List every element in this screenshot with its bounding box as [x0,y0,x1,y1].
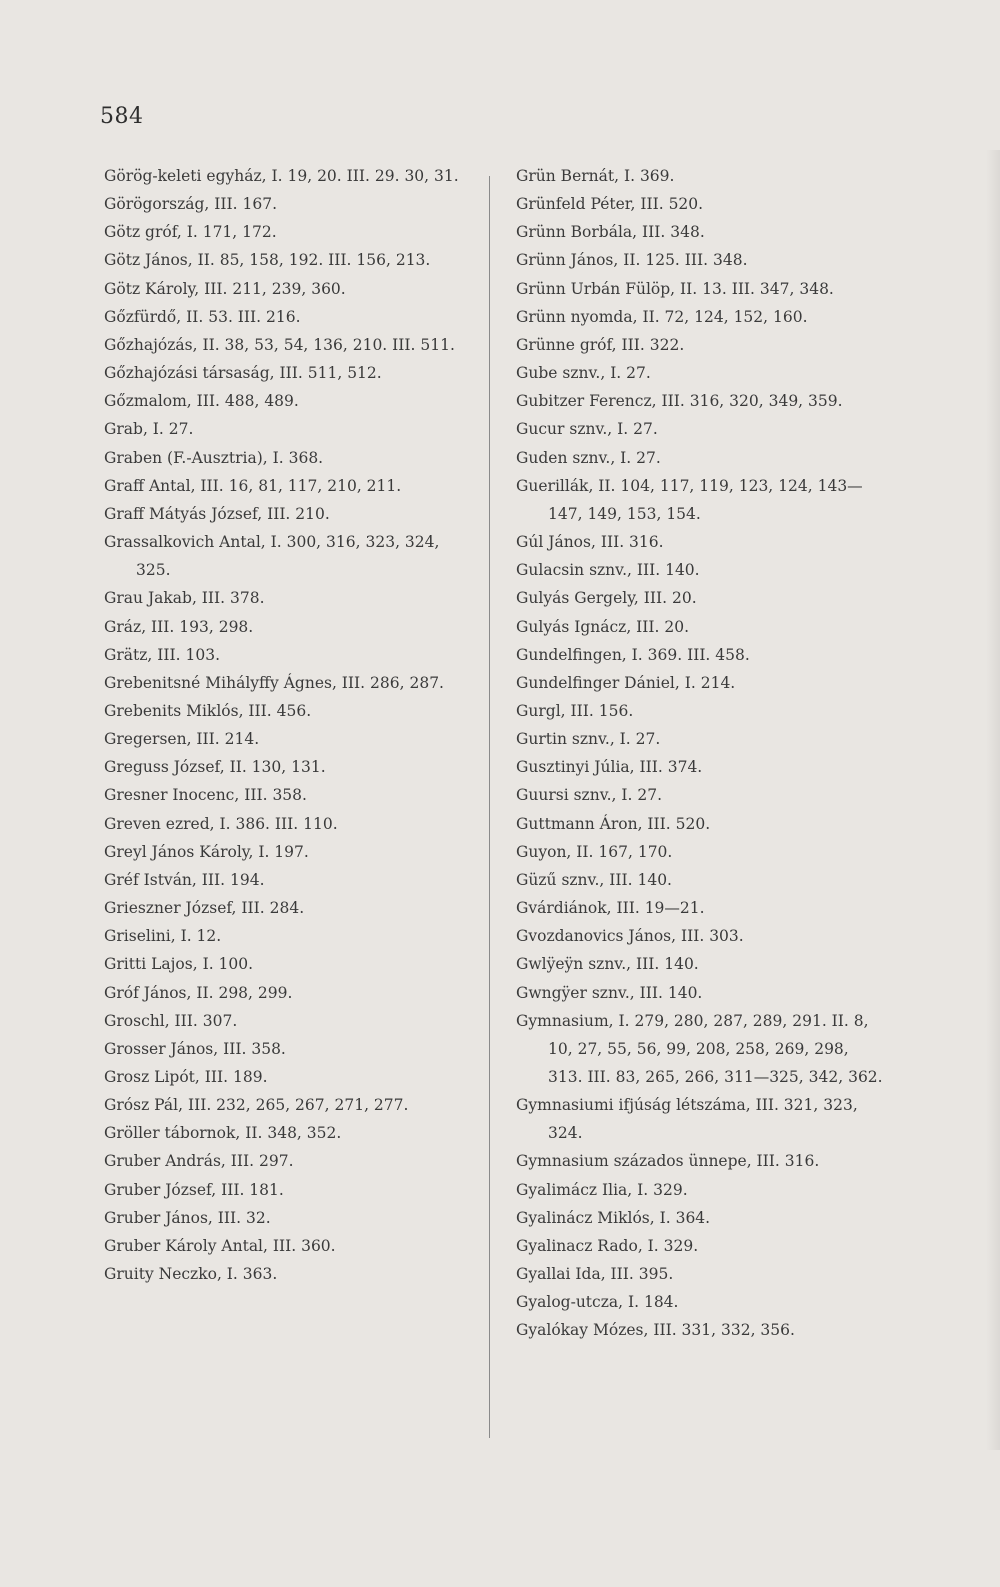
index-entry: Groschl, III. 307. [104,1011,238,1030]
index-entry: Gőzhajózási társaság, III. 511, 512. [104,364,382,383]
index-entry: Gusztinyi Júlia, III. 374. [516,758,703,777]
index-entry: Gyalog-utcza, I. 184. [516,1293,679,1312]
index-entry: Grünn Borbála, III. 348. [516,223,705,242]
index-entry: Grassalkovich Antal, I. 300, 316, 323, 324, 325. [104,533,440,580]
index-entry: Götz János, II. 85, 158, 192. III. 156, 213. [104,251,431,270]
index-entry: Grünn János, II. 125. III. 348. [516,251,748,270]
index-entry: Gruber János, III. 32. [104,1208,271,1227]
index-entry: Grebenitsné Mihályffy Ágnes, III. 286, 287. [104,673,444,692]
index-entry: Gurgl, III. 156. [516,701,634,720]
index-entry: Gubitzer Ferencz, III. 316, 320, 349, 359. [516,392,843,411]
index-entry: Gymnasium százados ünnepe, III. 316. [516,1152,820,1171]
index-entry: Gube sznv., I. 27. [516,364,651,383]
index-entry: Gymnasium, I. 279, 280, 287, 289, 291. II. 8, 10, 27, 55, 56, 99, 208, 258, 269, 298, 313. III. 83, 265, 266, 311—325, 342, 362. [516,1011,883,1086]
index-entry: Gráz, III. 193, 298. [104,617,254,636]
index-column-left [104,162,476,1288]
index-column-right [516,162,888,1345]
index-entry: Gúl János, III. 316. [516,533,664,552]
index-entry: Görögország, III. 167. [104,195,277,214]
index-entry: Götz Károly, III. 211, 239, 360. [104,279,346,298]
index-entry: Götz gróf, I. 171, 172. [104,223,277,242]
index-entry: Gruber József, III. 181. [104,1180,284,1199]
index-entry: Grätz, III. 103. [104,645,221,664]
index-entry: Görög-keleti egyház, I. 19, 20. III. 29. 30, 31. [104,167,459,185]
index-entry: Güzű sznv., III. 140. [516,870,672,889]
index-entry: Gréf István, III. 194. [104,870,265,889]
index-entry: Grosser János, III. 358. [104,1039,286,1058]
index-entry: Gymnasiumi ifjúság létszáma, III. 321, 323, 324. [516,1096,858,1143]
index-entry: Gulyás Gergely, III. 20. [516,589,697,608]
index-entry: Guttmann Áron, III. 520. [516,814,711,833]
index-entry: Greguss József, II. 130, 131. [104,758,326,777]
index-entry: Gőzfürdő, II. 53. III. 216. [104,307,301,326]
index-entry: Gruber Károly Antal, III. 360. [104,1236,336,1255]
index-entry: Grebenits Miklós, III. 456. [104,701,312,720]
index-entry: Grab, I. 27. [104,420,194,439]
index-entry: Gröller tábornok, II. 348, 352. [104,1124,342,1143]
index-entry: Grosz Lipót, III. 189. [104,1068,268,1086]
index-entry: Grün Bernát, I. 369. [516,167,675,185]
index-entry: Gucur sznv., I. 27. [516,420,658,439]
index-entry: Gwngÿer sznv., III. 140. [516,983,703,1002]
index-entry: Gruity Neczko, I. 363. [104,1265,278,1284]
index-entry: Gurtin sznv., I. 27. [516,730,661,749]
index-entry: Gruber András, III. 297. [104,1152,294,1171]
index-entry: Gulacsin sznv., III. 140. [516,561,700,580]
index-entry: Gvárdiánok, III. 19—21. [516,899,705,918]
index-entry: Graff Antal, III. 16, 81, 117, 210, 211. [104,476,402,495]
index-entry: Gresner Inocenc, III. 358. [104,786,307,805]
index-entry: Gőzhajózás, II. 38, 53, 54, 136, 210. III. 511. [104,335,455,354]
index-entry: Guyon, II. 167, 170. [516,842,673,861]
index-entry: Greven ezred, I. 386. III. 110. [104,814,338,833]
index-entry: Grünn Urbán Fülöp, II. 13. III. 347, 348. [516,279,834,298]
index-entry: Gritti Lajos, I. 100. [104,955,254,974]
index-entry: Gundelfingen, I. 369. III. 458. [516,645,750,664]
index-entry: Gyalinacz Rado, I. 329. [516,1236,699,1255]
index-entry: Grünn nyomda, II. 72, 124, 152, 160. [516,307,808,326]
page-edge-shadow [986,150,1000,1450]
index-entry: Gvozdanovics János, III. 303. [516,927,744,946]
index-entry: Gregersen, III. 214. [104,730,260,749]
index-entry: Gulyás Ignácz, III. 20. [516,617,690,636]
index-entry: Graben (F.-Ausztria), I. 368. [104,448,324,467]
index-entry: Gróf János, II. 298, 299. [104,983,293,1002]
index-entry: Grósz Pál, III. 232, 265, 267, 271, 277. [104,1096,409,1115]
page-number: 584 [100,104,144,129]
index-entry: Guursi sznv., I. 27. [516,786,663,805]
index-entry: Grünfeld Péter, III. 520. [516,195,704,214]
index-entry: Gyallai Ida, III. 395. [516,1265,674,1284]
index-entry: Graff Mátyás József, III. 210. [104,504,330,523]
index-entry: Gyalinácz Miklós, I. 364. [516,1208,711,1227]
index-entry: Grau Jakab, III. 378. [104,589,265,608]
index-entry: Griselini, I. 12. [104,927,222,946]
index-entry: Greyl János Károly, I. 197. [104,842,309,861]
index-entry: Grieszner József, III. 284. [104,899,305,918]
index-entry: Gyalókay Mózes, III. 331, 332, 356. [516,1321,795,1340]
index-entry: Gwlÿeÿn sznv., III. 140. [516,955,699,974]
index-entry: Gőzmalom, III. 488, 489. [104,392,299,411]
index-entry: Gundelfinger Dániel, I. 214. [516,673,736,692]
index-entry: Guden sznv., I. 27. [516,448,661,467]
index-entry: Guerillák, II. 104, 117, 119, 123, 124, 143—147, 149, 153, 154. [516,476,863,523]
index-entry: Grünne gróf, III. 322. [516,335,685,354]
index-entry: Gyalimácz Ilia, I. 329. [516,1180,688,1199]
column-divider [489,176,490,1438]
